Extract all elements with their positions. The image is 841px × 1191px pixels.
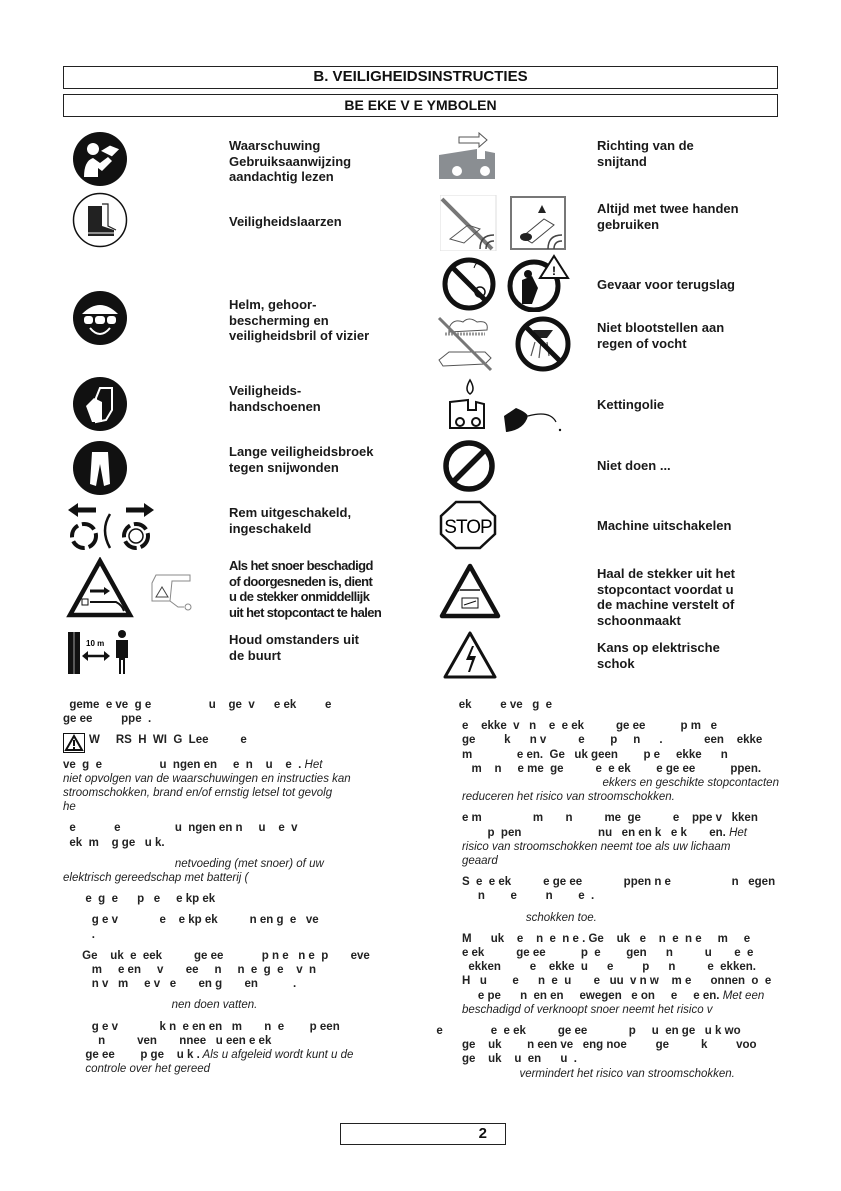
- body-paragraph: [63, 857, 418, 885]
- symbol-label: [597, 320, 724, 351]
- symbol-label: [597, 201, 739, 232]
- two-hands-icon: [440, 195, 570, 251]
- body-paragraph: [430, 811, 785, 868]
- symbol-label-line: snijtand: [597, 153, 647, 169]
- symbol-label-line: stopcontact voordat u: [597, 581, 734, 597]
- body-bold-text: S e e ek e ge ee ppen n e n egen n e n e .: [461, 876, 776, 903]
- symbol-label-line: Als het snoer beschadigd: [229, 558, 373, 573]
- symbol-label: [229, 383, 321, 414]
- damaged-cord-warning-icon: [66, 557, 194, 621]
- symbol-label-line: gebruiken: [597, 216, 660, 232]
- body-paragraph: [430, 1024, 785, 1081]
- page-number: 2: [340, 1123, 506, 1145]
- safety-boots-icon: [72, 192, 128, 248]
- symbol-label: [597, 518, 731, 534]
- body-paragraph: [63, 821, 418, 849]
- symbol-label-line: Niet doen ...: [597, 458, 671, 473]
- symbol-label-line: schok: [597, 655, 635, 671]
- symbol-label-line: Houd omstanders uit: [229, 632, 360, 647]
- symbol-label: [597, 458, 671, 474]
- symbol-label: [229, 632, 359, 663]
- body-bold-text: e m m n me ge e ppe v kken p pen nu en en k e k en.: [461, 812, 758, 839]
- body-bold-text: ek e ve g e: [430, 699, 553, 711]
- symbol-label-line: Gebruiksaanwijzing: [229, 153, 352, 169]
- symbol-label: [597, 640, 720, 671]
- body-bold-text: g e v e e kp ek n en g e ve .: [91, 914, 319, 941]
- symbol-label-line: tegen snijwonden: [229, 459, 339, 475]
- symbol-label-line: Veiligheids-: [229, 383, 302, 398]
- body-italic-text: Het risico van stroomschokken neemt toe als uw lichaam geaard: [461, 826, 747, 868]
- body-text-right: [430, 698, 785, 1088]
- body-bold-text: M uk e n e n e . Ge uk e n e n e m e e ek ge ee p e gen n u e e ekken e ekke u e p n e ekken. H u e n e u e uu v n w m e onnen o e e pe n en en ewegen e on e e en.: [461, 932, 772, 1002]
- symbol-label-line: Niet blootstellen aan: [597, 320, 725, 335]
- symbol-label-line: Gevaar voor terugslag: [597, 277, 735, 292]
- symbol-label: [229, 297, 369, 344]
- symbol-label-line: u de stekker onmiddellijk: [229, 589, 370, 604]
- body-paragraph: [63, 998, 418, 1012]
- no-rain-icon: [435, 314, 575, 372]
- body-italic-text: netvoeding (met snoer) of uw elektrisch gereedschap met batterij (: [63, 857, 324, 885]
- body-paragraph: [63, 698, 418, 726]
- symbol-label-line: de machine verstelt of: [597, 597, 735, 612]
- symbol-label-line: Kans op elektrische: [597, 640, 720, 655]
- brake-icon: [66, 500, 158, 552]
- symbol-label: [597, 566, 735, 628]
- symbol-label-line: Machine uitschakelen: [597, 518, 732, 533]
- read-manual-icon: [72, 131, 128, 187]
- symbol-label-line: de buurt: [229, 647, 281, 663]
- symbol-label: [229, 138, 351, 185]
- symbol-label-line: Veiligheidslaarzen: [229, 214, 342, 229]
- body-paragraph: [430, 875, 785, 903]
- chain-oil-icon: [440, 378, 570, 434]
- helmet-ear-eye-protection-icon: [72, 290, 128, 346]
- symbol-label-line: Altijd met twee handen: [597, 201, 739, 216]
- symbol-label-line: schoonmaakt: [597, 612, 681, 628]
- body-paragraph: [63, 733, 418, 814]
- electric-shock-icon: [442, 630, 498, 680]
- body-paragraph: [430, 698, 785, 712]
- body-paragraph: [63, 913, 418, 941]
- symbol-label: [229, 558, 381, 620]
- body-bold-text: g e v k n e en en m n e p een n ven nnee u een e ek ge ee p ge u k .: [85, 1020, 340, 1062]
- symbol-label-line: regen of vocht: [597, 335, 687, 351]
- symbol-label: [229, 444, 374, 475]
- symbol-label-line: bescherming en: [229, 312, 329, 328]
- symbol-label-line: uit het stopcontact te halen: [229, 604, 382, 620]
- cutter-direction-icon: [435, 131, 503, 187]
- symbol-label: [597, 138, 694, 169]
- svg-text:!: !: [552, 264, 556, 278]
- stop-text: STOP: [444, 517, 492, 538]
- body-italic-text: Het: [301, 758, 323, 771]
- body-bold-text: e e u ngen en n u e v ek m g ge u k.: [69, 822, 298, 849]
- body-italic-text: ekkers en geschikte stopcontacten reduceren het risico van stroomschokken.: [461, 777, 779, 804]
- body-bold-text: geme e ve g e u ge v e ek e ge ee ppe .: [63, 699, 332, 726]
- body-italic-text: schokken toe.: [430, 911, 597, 924]
- symbol-label-line: Helm, gehoor-: [229, 297, 317, 312]
- distance-label: 10 m: [86, 639, 105, 648]
- body-paragraph: [430, 932, 785, 1017]
- symbol-label: [597, 397, 664, 413]
- body-bold-text: e g e p e e kp ek: [63, 893, 216, 906]
- body-italic-text: Als u afgeleid wordt kunt u de controle over het gereed: [85, 1049, 354, 1076]
- symbol-label-line: Haal de stekker uit het: [597, 566, 735, 581]
- symbol-label-line: veiligheidsbril of vizier: [229, 328, 370, 343]
- symbol-label-line: ingeschakeld: [229, 520, 312, 536]
- body-paragraph: [63, 1020, 418, 1077]
- symbol-label-line: Lange veiligheidsbroek: [229, 444, 374, 459]
- body-bold-text: e e e ek ge ee p u en ge u k wo ge uk n een ve eng noe ge k voo ge uk u en u .: [436, 1025, 757, 1066]
- body-paragraph: [63, 949, 418, 992]
- symbol-label: [229, 505, 351, 536]
- body-paragraph: [430, 719, 785, 804]
- body-bold-text: e ekke v n e e ek ge ee p m e ge k n v e p n . een ekke m e en. Ge uk geen p e ekke n m n e me ge e e ek e ge ee ppen.: [461, 720, 763, 775]
- safety-gloves-icon: [72, 376, 128, 432]
- body-italic-text: vermindert het risico van stroomschokken.: [519, 1067, 735, 1080]
- safety-trousers-icon: [72, 440, 128, 496]
- symbol-label-line: of doorgesneden is, dient: [229, 573, 373, 589]
- body-paragraph: [63, 892, 418, 906]
- section-subtitle: BE EKE V E YMBOLEN: [63, 94, 778, 117]
- body-italic-text: nen doen vatten.: [63, 999, 258, 1012]
- symbol-label-line: Richting van de: [597, 138, 694, 153]
- body-bold-text: W RS H WI G Lee e ve g e u ngen en e n u e .: [63, 734, 302, 771]
- body-italic-text: Met een beschadigd of verknoopt snoer neemt het risico v: [461, 989, 765, 1016]
- symbol-label-line: Rem uitgeschakeld,: [229, 505, 352, 520]
- body-paragraph: [430, 911, 785, 925]
- stop-sign-icon: [439, 500, 497, 550]
- warning-triangle-icon: [63, 733, 85, 757]
- unplug-before-maintenance-icon: [438, 562, 502, 620]
- kickback-danger-icon: [442, 254, 570, 312]
- body-italic-text: niet opvolgen van de waarschuwingen en instructies kan stroomschokken, brand en/of ernstig letsel tot gevolg he: [63, 772, 351, 814]
- keep-bystanders-away-icon: [68, 628, 138, 676]
- section-title: B. VEILIGHEIDSINSTRUCTIES: [63, 66, 778, 89]
- symbol-label: [229, 214, 342, 230]
- symbol-label-line: handschoenen: [229, 398, 321, 414]
- body-bold-text: Ge uk e eek ge ee p n e n e p eve m e en v ee n n e g e v n n v m e v e en g en .: [82, 949, 370, 991]
- prohibited-icon: [442, 439, 496, 493]
- symbol-label-line: Waarschuwing: [229, 138, 321, 153]
- symbol-label: [597, 277, 735, 293]
- body-text-left: [63, 698, 418, 1083]
- symbol-label-line: Kettingolie: [597, 397, 665, 412]
- symbol-label-line: aandachtig lezen: [229, 169, 334, 184]
